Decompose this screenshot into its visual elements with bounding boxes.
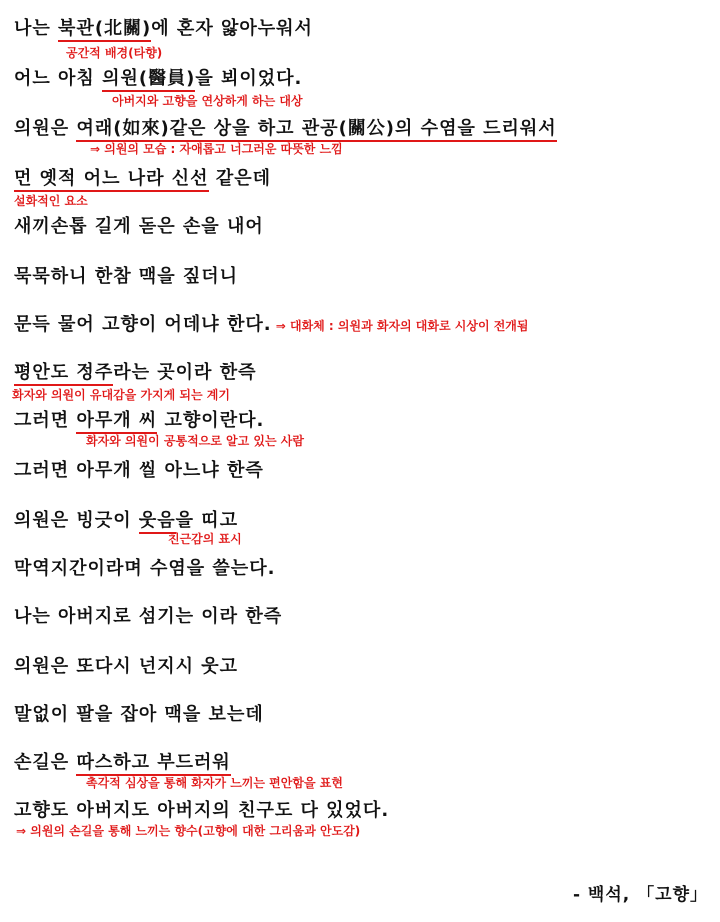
poem-line-16	[14, 748, 231, 774]
annotation-11: 친근감의 표시	[168, 532, 242, 546]
underlined-phrase: 의원(醫員)	[102, 68, 195, 92]
poem-line-6: 묵묵하니 한참 맥을 짚더니	[14, 266, 239, 287]
inline-annotation: ⇒ 대화체 : 의원과 화자의 대화로 시상이 전개됨	[271, 319, 529, 333]
text: 고향이란다.	[157, 410, 265, 431]
annotation-1: 공간적 배경(타향)	[66, 46, 163, 60]
poem-line-14: 의원은 또다시 넌지시 웃고	[14, 656, 239, 677]
poem-line-4	[14, 164, 271, 190]
text: 에 혼자 앓아누워서	[151, 18, 313, 39]
annotation-4: 설화적인 요소	[14, 194, 88, 208]
annotation-2: 아버지와 고향을 연상하게 하는 대상	[112, 94, 303, 108]
underlined-phrase: 먼 옛적 어느 나라 신선	[14, 168, 209, 192]
text: 을 뵈이었다.	[195, 68, 303, 89]
annotation-8: 화자와 의원이 유대감을 가지게 되는 계기	[12, 388, 230, 402]
text: 손길은	[14, 752, 77, 773]
text: 라는 곳이라 한즉	[113, 362, 257, 383]
poem-line-8	[14, 358, 256, 384]
author-credit: - 백석, 「고향」	[572, 885, 708, 905]
poem-line-15: 말없이 팔을 잡아 맥을 보는데	[14, 704, 264, 725]
text: 어느 아침	[14, 68, 103, 89]
text: 같은데	[208, 168, 271, 189]
underlined-phrase: 따스하고 부드러워	[76, 752, 230, 776]
text: 그러면	[14, 410, 77, 431]
poem-line-5: 새끼손톱 길게 돋은 손을 내어	[14, 216, 264, 237]
text: 의원은	[14, 118, 77, 139]
underlined-phrase: 북관(北關)	[58, 18, 151, 42]
poem-line-1	[14, 14, 313, 40]
poem-line-13: 나는 아버지로 섬기는 이라 한즉	[14, 606, 283, 627]
poem-line-11	[14, 506, 238, 532]
underlined-phrase: 여래(如來)같은 상을 하고 관공(關公)의 수염을 드리워서	[76, 118, 556, 142]
text: 문득 물어 고향이 어데냐 한다.	[14, 314, 272, 335]
annotation-17: ⇒ 의원의 손길을 통해 느끼는 향수(고향에 대한 그리움과 안도감)	[16, 824, 361, 838]
poem-line-9	[14, 406, 264, 432]
annotation-3: ⇒ 의원의 모습 : 자애롭고 너그러운 따뜻한 느낌	[90, 142, 343, 156]
underlined-phrase: 평안도 정주	[14, 362, 113, 386]
poem-line-12: 막역지간이라며 수염을 쓸는다.	[14, 558, 276, 579]
poem-line-17: 고향도 아버지도 아버지의 친구도 다 있었다.	[14, 800, 390, 821]
annotation-9: 화자와 의원이 공통적으로 알고 있는 사람	[86, 434, 304, 448]
poem-line-10: 그러면 아무개 씰 아느냐 한즉	[14, 460, 264, 481]
poem-line-3	[14, 114, 557, 140]
text: 의원은 빙긋이	[14, 510, 139, 531]
poem-line-2	[14, 64, 302, 90]
annotation-16: 촉각적 심상을 통해 화자가 느끼는 편안함을 표현	[86, 776, 343, 790]
underlined-phrase: 아무개 씨	[76, 410, 157, 434]
underlined-phrase: 웃음	[139, 510, 176, 534]
text: 나는	[14, 18, 59, 39]
poem-line-7	[14, 310, 529, 336]
text: 을 띠고	[175, 510, 239, 531]
